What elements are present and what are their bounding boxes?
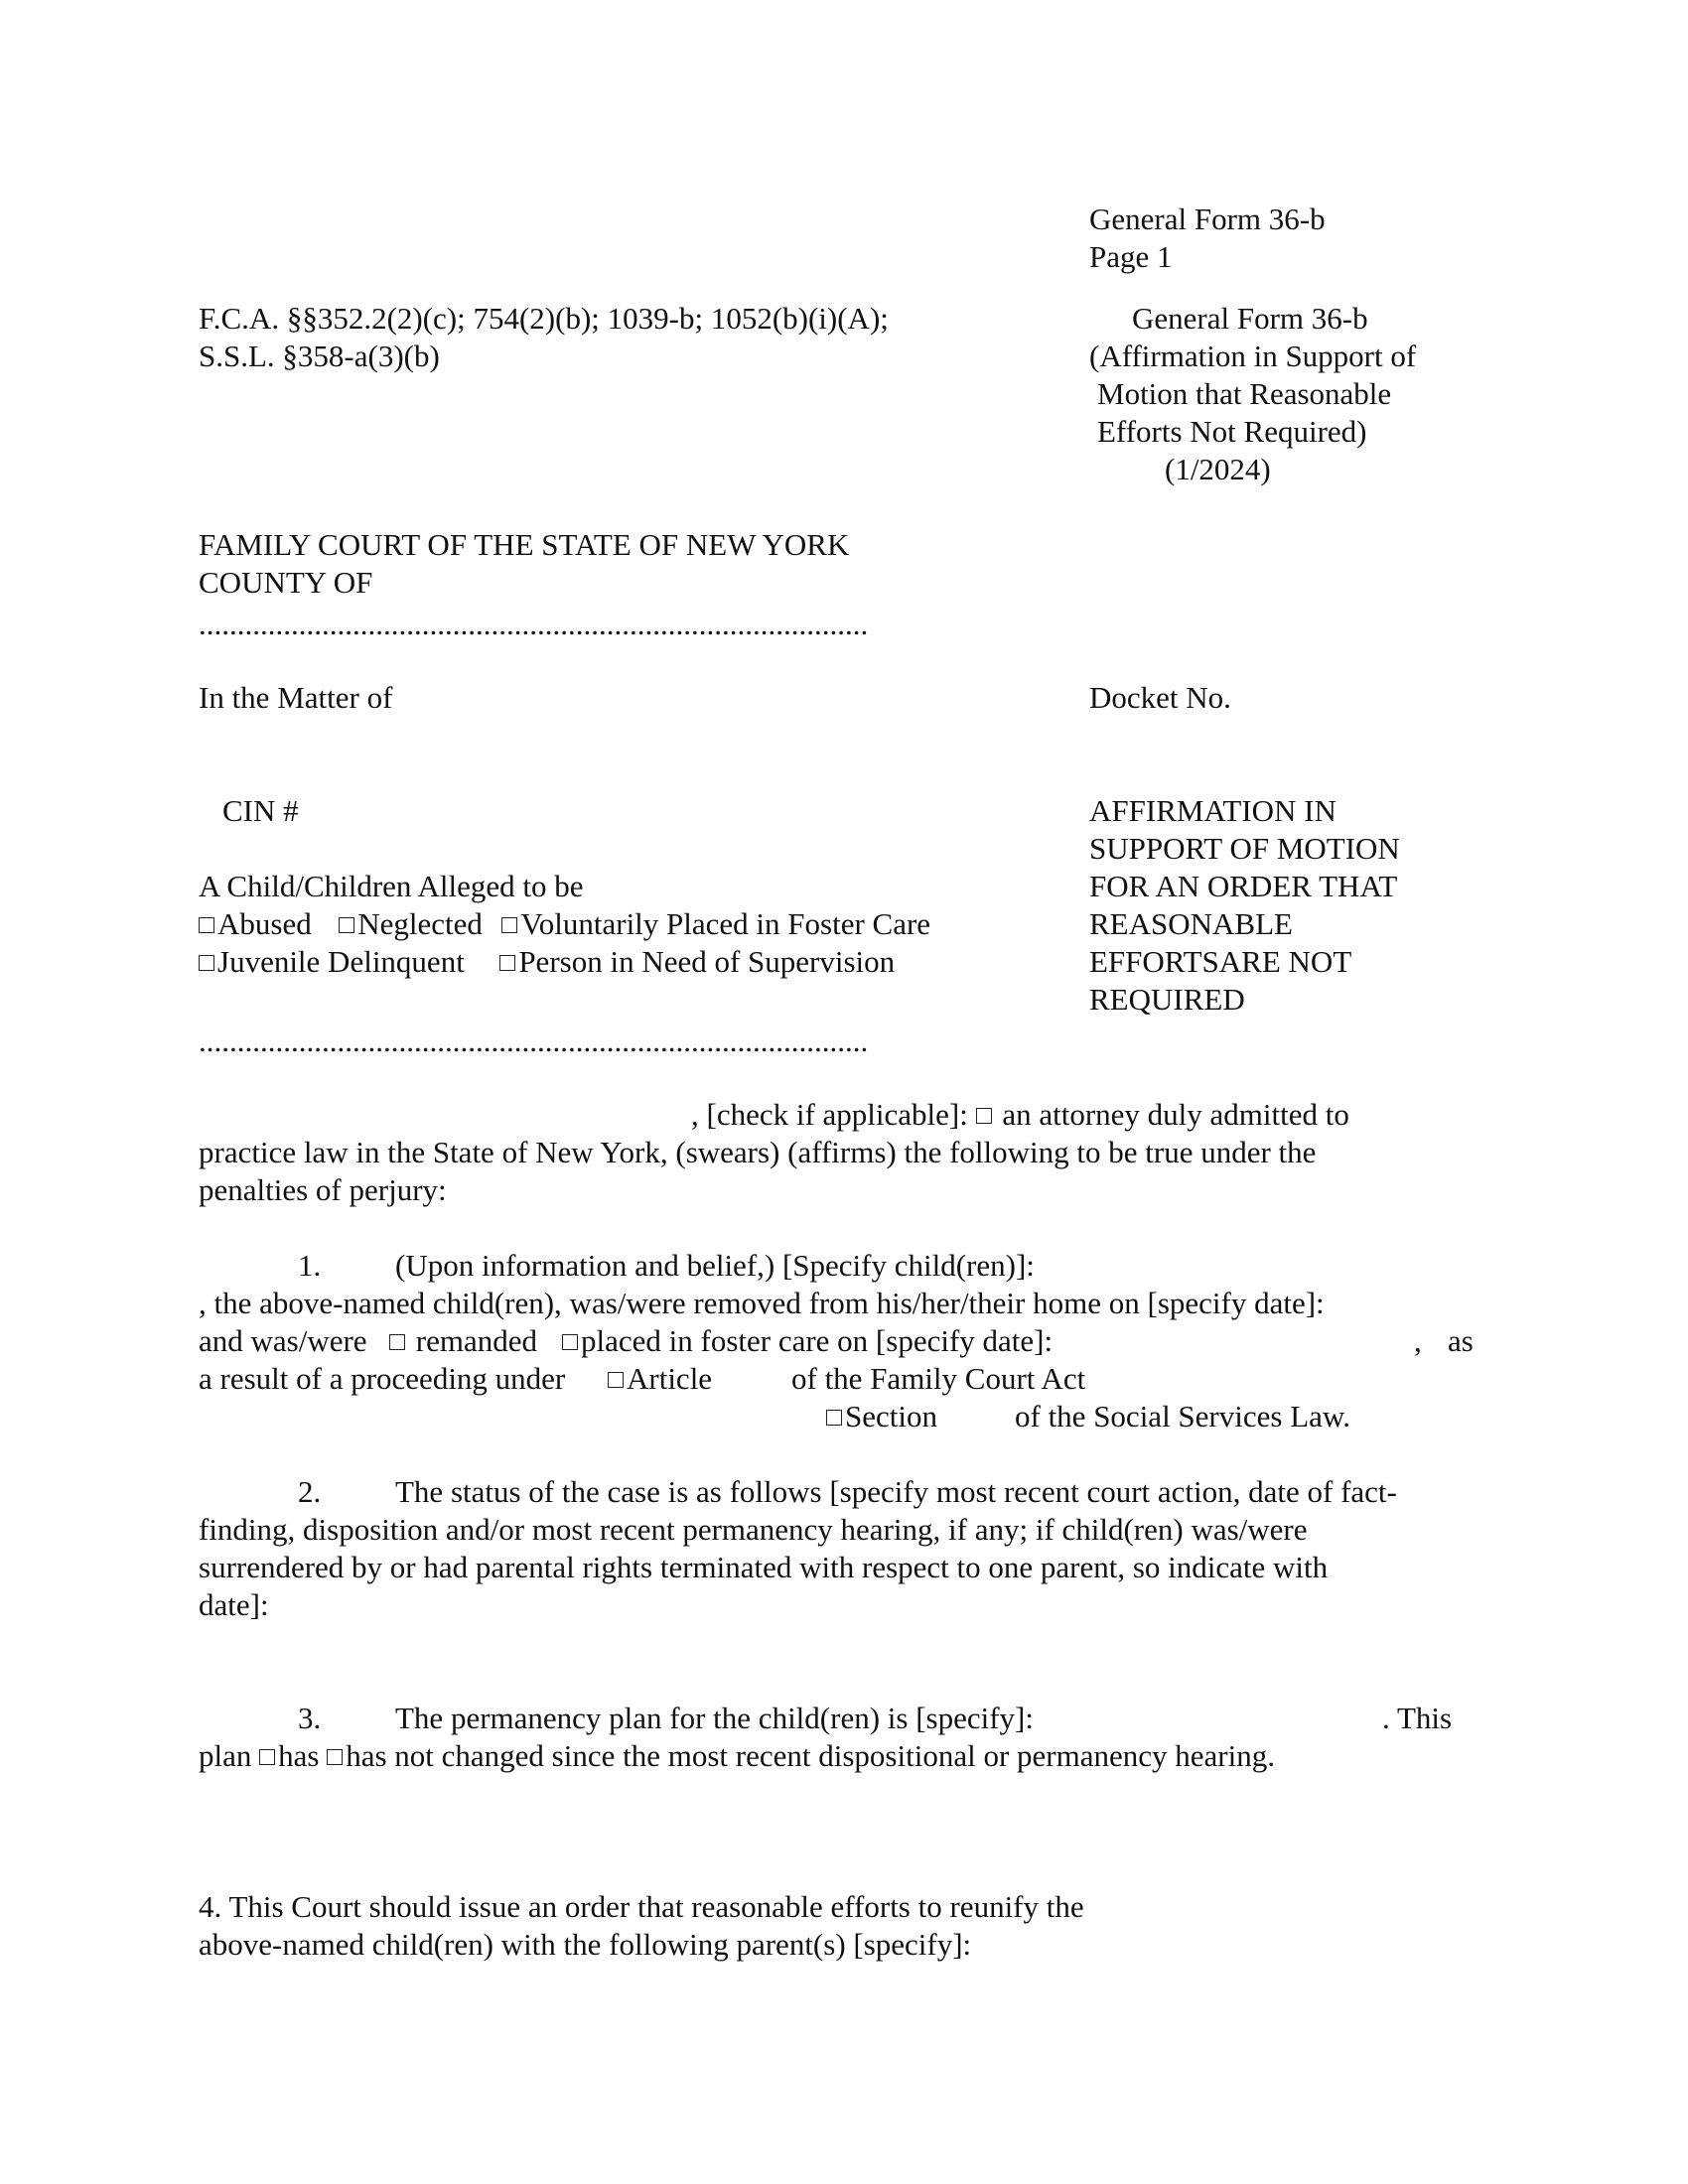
para1-line3e: as [1448, 1323, 1474, 1358]
county-label: COUNTY OF [199, 565, 373, 600]
attorney-checkbox[interactable] [976, 1108, 992, 1124]
para1-line4c: of the Family Court Act [791, 1361, 1086, 1396]
page-number: Page 1 [1089, 239, 1173, 274]
allegation-options-row2 [199, 943, 895, 981]
docket-number-label: Docket No. [1089, 680, 1231, 715]
form-number: General Form 36-b [1089, 202, 1326, 236]
alleged-to-be: A Child/Children Alleged to be [199, 869, 584, 903]
para3-number: 3. [298, 1701, 322, 1735]
plan-text: plan [199, 1738, 252, 1773]
para1-line2: , the above-named child(ren), was/were removed from his/her/their home on [specify date]: [199, 1286, 1325, 1320]
has-label: has [278, 1738, 320, 1773]
doc-title-line6: REQUIRED [1089, 982, 1245, 1017]
caption-dotted-line: ....................................................................................... [199, 1024, 869, 1058]
article-checkbox[interactable] [608, 1372, 624, 1388]
para1-line3a: and was/were [199, 1323, 367, 1358]
pins-checkbox[interactable] [499, 955, 515, 971]
court-name: FAMILY COURT OF THE STATE OF NEW YORK [199, 527, 850, 562]
para2-line3: surrendered by or had parental rights terminated with respect to one parent, so indicate with [199, 1550, 1329, 1584]
form-title-line3: Motion that Reasonable [1097, 376, 1392, 411]
para2-line1: The status of the case is as follows [specify most recent court action, date of fact- [395, 1474, 1397, 1509]
allegation-options-row1 [199, 905, 930, 943]
abused-checkbox[interactable] [199, 917, 214, 933]
has-not-label: has not changed since the most recent dispositional or permanency hearing. [346, 1738, 1275, 1773]
para4-line2: above-named child(ren) with the following parent(s) [specify]: [199, 1927, 972, 1962]
doc-title-line3: FOR AN ORDER THAT [1089, 869, 1398, 903]
attorney-text: an attorney duly admitted to [1002, 1097, 1349, 1132]
intro-line3: penalties of perjury: [199, 1172, 447, 1207]
para4-line1: 4. This Court should issue an order that reasonable efforts to reunify the [199, 1889, 1084, 1924]
has-checkbox[interactable] [259, 1749, 275, 1765]
para1-line4a: a result of a proceeding under [199, 1361, 566, 1396]
doc-title-line4: REASONABLE [1089, 906, 1293, 941]
para2-line2: finding, disposition and/or most recent permanency hearing, if any; if child(ren) was/were [199, 1512, 1308, 1547]
voluntarily-placed-label: Voluntarily Placed in Foster Care [520, 906, 931, 941]
county-dotted-line: ....................................................................................... [199, 607, 869, 641]
pins-label: Person in Need of Supervision [518, 944, 896, 979]
para2-number: 2. [298, 1474, 322, 1509]
form-title-line1: General Form 36-b [1132, 301, 1368, 336]
juvenile-delinquent-label: Juvenile Delinquent [217, 944, 465, 979]
para3-line1: The permanency plan for the child(ren) is [specify]: [395, 1701, 1034, 1735]
doc-title-line1: AFFIRMATION IN [1089, 793, 1336, 828]
has-not-checkbox[interactable] [327, 1749, 343, 1765]
section-checkbox[interactable] [826, 1410, 842, 1426]
para1-line5b: of the Social Services Law. [1015, 1399, 1351, 1433]
abused-label: Abused [217, 906, 312, 941]
doc-title-line2: SUPPORT OF MOTION [1089, 831, 1400, 866]
form-title-line2: (Affirmation in Support of [1089, 339, 1417, 373]
statute-citation-line1: F.C.A. §§352.2(2)(c); 754(2)(b); 1039-b; 1052(b)(i)(A); [199, 301, 889, 336]
remanded-checkbox[interactable] [389, 1334, 405, 1350]
para1-line1: (Upon information and belief,) [Specify child(ren)]: [395, 1248, 1035, 1283]
para3-line2 [199, 1737, 1275, 1775]
in-the-matter-of: In the Matter of [199, 680, 393, 715]
cin-label: CIN # [222, 793, 299, 828]
section-label: Section [845, 1399, 937, 1433]
statute-citation-line2: S.S.L. §358-a(3)(b) [199, 339, 440, 373]
neglected-checkbox[interactable] [339, 917, 354, 933]
neglected-label: Neglected [357, 906, 483, 941]
para1-line3d: , [1414, 1323, 1422, 1358]
form-date: (1/2024) [1165, 452, 1271, 486]
para3-line1-end: . This [1382, 1701, 1453, 1735]
intro-line1 [691, 1096, 1349, 1134]
check-if-applicable-text: , [check if applicable]: [691, 1097, 968, 1132]
placed-label: placed in foster care on [specify date]: [581, 1323, 1054, 1358]
para1-article [608, 1360, 712, 1398]
para1-line3c [562, 1322, 1053, 1360]
para2-line4: date]: [199, 1587, 269, 1622]
para1-number: 1. [298, 1248, 322, 1283]
form-title-line4: Efforts Not Required) [1097, 414, 1367, 449]
voluntarily-placed-checkbox[interactable] [501, 917, 517, 933]
placed-checkbox[interactable] [562, 1334, 578, 1350]
intro-line2: practice law in the State of New York, (swears) (affirms) the following to be true under the [199, 1135, 1317, 1169]
article-label: Article [627, 1361, 713, 1396]
remanded-label: remanded [415, 1323, 537, 1358]
doc-title-line5: EFFORTSARE NOT [1089, 944, 1352, 979]
juvenile-delinquent-checkbox[interactable] [199, 955, 214, 971]
para1-line3b [389, 1322, 537, 1360]
para1-section [826, 1398, 937, 1435]
